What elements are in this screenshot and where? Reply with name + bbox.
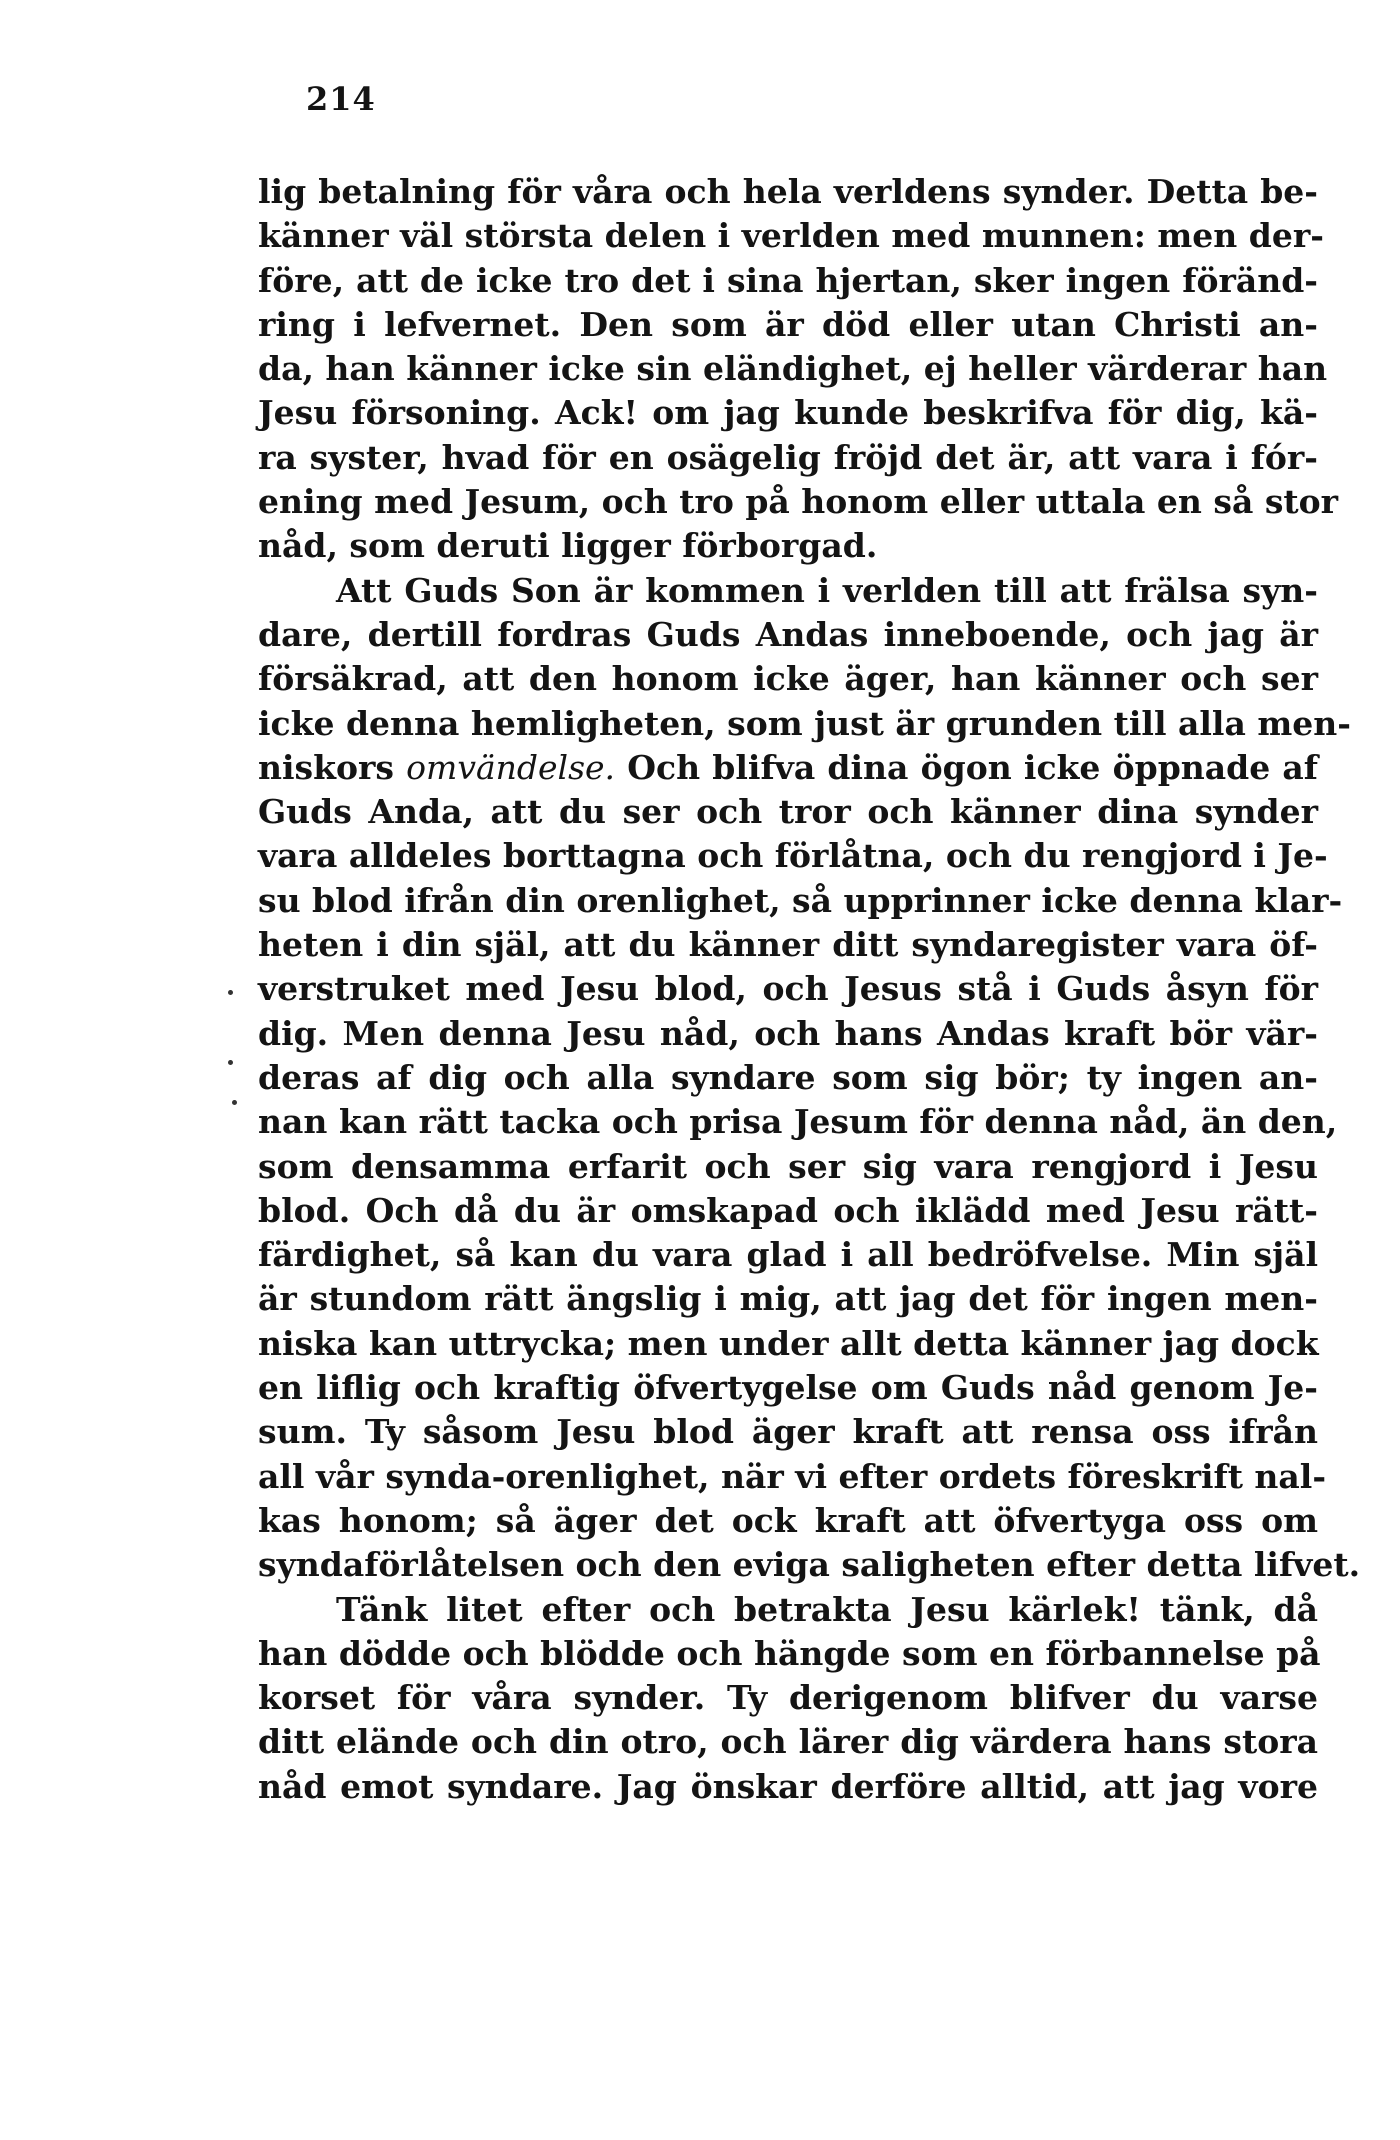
text-line: försäkrad, att den honom icke äger, han känner och ser bbox=[258, 659, 1318, 699]
text-line: vara alldeles borttagna och förlåtna, och du rengjord i Je- bbox=[258, 836, 1328, 876]
margin-speck bbox=[228, 990, 233, 995]
text-line: deras af dig och alla syndare som sig bör; ty ingen an- bbox=[258, 1057, 1318, 1097]
text-line: sum. Ty såsom Jesu blod äger kraft att rensa oss ifrån bbox=[258, 1412, 1318, 1452]
text-line: syndaförlåtelsen och den eviga saligheten efter detta lifvet. bbox=[258, 1545, 1361, 1585]
text-line bbox=[258, 746, 1318, 790]
text-line: Att Guds Son är kommen i verlden till att frälsa syn- bbox=[336, 570, 1318, 610]
text-line: kas honom; så äger det ock kraft att öfvertyga oss om bbox=[258, 1500, 1318, 1540]
page-number: 214 bbox=[306, 80, 376, 118]
text-line: su blod ifrån din orenlighet, så upprinner icke denna klar- bbox=[258, 880, 1343, 920]
margin-speck bbox=[228, 1060, 233, 1065]
italic-word: omvändelse. bbox=[406, 747, 616, 787]
text-line: blod. Och då du är omskapad och iklädd med Jesu rätt- bbox=[258, 1190, 1318, 1230]
text-line: lig betalning för våra och hela verldens synder. Detta be- bbox=[258, 172, 1318, 211]
text-line: han dödde och blödde och hängde som en förbannelse på bbox=[258, 1633, 1321, 1673]
text-line: Tänk litet efter och betrakta Jesu kärlek! tänk, då bbox=[336, 1589, 1318, 1629]
text-line: ring i lefvernet. Den som är död eller utan Christi an- bbox=[258, 304, 1318, 344]
text-line: färdighet, så kan du vara glad i all bedröfvelse. Min själ bbox=[258, 1235, 1318, 1275]
text-line: niska kan uttrycka; men under allt detta känner jag dock bbox=[258, 1323, 1319, 1363]
text-line: nåd, som deruti ligger förborgad. bbox=[258, 526, 878, 566]
text-line: känner väl största delen i verlden med munnen: men der- bbox=[258, 216, 1324, 256]
text-segment: niskors bbox=[258, 747, 407, 787]
text-segment: Och blifva dina ögon icke öppnade af bbox=[615, 747, 1318, 787]
text-line: all vår synda-orenlighet, när vi efter ordets föreskrift nal- bbox=[258, 1456, 1327, 1496]
text-line: Guds Anda, att du ser och tror och känner dina synder bbox=[258, 792, 1318, 832]
text-line: före, att de icke tro det i sina hjertan, sker ingen föränd- bbox=[258, 260, 1318, 300]
text-line: är stundom rätt ängslig i mig, att jag det för ingen men- bbox=[258, 1279, 1318, 1319]
text-line: icke denna hemligheten, som just är grunden till alla men- bbox=[258, 703, 1351, 743]
text-line: som densamma erfarit och ser sig vara rengjord i Jesu bbox=[258, 1146, 1318, 1186]
text-line: heten i din själ, att du känner ditt syndaregister vara öf- bbox=[258, 925, 1318, 965]
text-line: ditt elände och din otro, och lärer dig värdera hans stora bbox=[258, 1722, 1318, 1762]
text-line: nan kan rätt tacka och prisa Jesum för denna nåd, än den, bbox=[258, 1102, 1338, 1142]
text-line: ening med Jesum, och tro på honom eller uttala en så stor bbox=[258, 482, 1339, 522]
text-line: Jesu försoning. Ack! om jag kunde beskrifva för dig, kä- bbox=[258, 393, 1318, 433]
text-line: da, han känner icke sin eländighet, ej heller värderar han bbox=[258, 349, 1328, 389]
text-line: verstruket med Jesu blod, och Jesus stå i Guds åsyn för bbox=[258, 969, 1318, 1009]
text-line: ra syster, hvad för en osägelig fröjd det är, att vara i fór- bbox=[258, 437, 1318, 477]
text-line: dig. Men denna Jesu nåd, och hans Andas kraft bör vär- bbox=[258, 1013, 1318, 1053]
margin-speck bbox=[232, 1100, 237, 1105]
text-line: en liflig och kraftig öfvertygelse om Guds nåd genom Je- bbox=[258, 1368, 1318, 1408]
text-line: dare, dertill fordras Guds Andas inneboende, och jag är bbox=[258, 614, 1318, 654]
text-line: korset för våra synder. Ty derigenom blifver du varse bbox=[258, 1678, 1318, 1718]
body-text bbox=[258, 170, 1361, 1809]
text-line: nåd emot syndare. Jag önskar derföre alltid, att jag vore bbox=[258, 1766, 1318, 1806]
